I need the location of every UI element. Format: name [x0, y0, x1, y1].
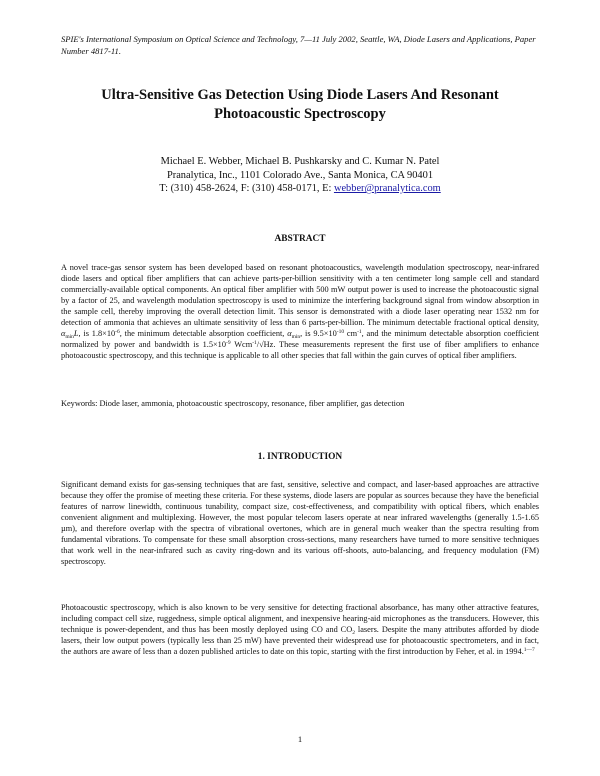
symbol-length: L: [73, 329, 79, 339]
paragraph-text: Photoacoustic spectroscopy, which is also known to be very sensitive for detecting fractional absorbance, has many other attractive features, including compact cell size, ruggedness, simple optical alignment, and inexpensive hearing-aid microphones as the transducers. However, this technique is power-dependent, and thus has been mostly deployed using CO and CO: [61, 603, 539, 635]
abstract-text: cm: [344, 329, 358, 339]
introduction-paragraph-2: [61, 602, 539, 657]
email-link[interactable]: webber@pranalytica.com: [333, 183, 441, 194]
contact-phone-fax: T: (310) 458-2624, F: (310) 458-0171, E:: [159, 183, 334, 194]
title-line-2: Photoacoustic Spectroscopy: [214, 106, 386, 122]
symbol-alpha: α: [287, 329, 292, 339]
exponent: -9: [225, 340, 231, 347]
abstract-heading: ABSTRACT: [274, 234, 326, 244]
exponent: -6: [115, 329, 120, 336]
symbol-alpha: α: [61, 329, 66, 339]
abstract-text: , the minimum detectable absorption coefficient,: [119, 329, 288, 339]
affiliation: Pranalytica, Inc., 1101 Colorado Ave., Santa Monica, CA 90401: [166, 169, 434, 181]
introduction-heading: 1. INTRODUCTION: [257, 452, 343, 462]
subscript-min: min: [65, 334, 74, 341]
subscript-2: 2: [352, 630, 355, 637]
paper-title: [60, 86, 540, 124]
author-names: Michael E. Webber, Michael B. Pushkarsky and C. Kumar N. Patel: [160, 156, 440, 167]
exponent: -1: [252, 340, 257, 347]
exponent: -1: [357, 329, 362, 336]
title-line-1: Ultra-Sensitive Gas Detection Using Diode Lasers And Resonant: [101, 87, 499, 103]
page-number: 1: [297, 734, 303, 744]
abstract-text: Wcm: [230, 340, 253, 350]
conference-header-note: SPIE's International Symposium on Optical Science and Technology, 7—11 July 2002, Seattle, WA, Diode Lasers and Applications, Paper Number 4817-11.: [61, 34, 536, 56]
contact-line: [60, 182, 540, 196]
abstract-text: , is 9.5×10: [300, 329, 337, 339]
abstract-text: A novel trace-gas sensor system has been developed based on resonant photoacoustics, wavelength modulation spectroscopy, near-infrared diode lasers and optical fiber amplifiers that can achieve parts-per-billion sensitivity with a ten centimeter long sample cell and standard commercially-available optical components. An optical fiber amplifier with 500 mW output power is used to increase the photoacoustic signal by a factor of 25, and wavelength modulation spectroscopy is used to minimize the interfering background signal from window absorption in the sample cell, thereby improving the overall detection limit. This sensor is demonstrated with a diode laser operating near 1532 nm for detection of ammonia that achieves an ultimate sensitivity of less than 6 parts-per-billion. The minimum detectable fractional optical density,: [61, 263, 539, 328]
abstract-paragraph: [61, 262, 539, 361]
keywords: Keywords: Diode laser, ammonia, photoacoustic spectroscopy, resonance, fiber amplifier, gas detection: [61, 399, 405, 408]
abstract-text: /√Hz. These measurements represent the first use of fiber amplifiers to enhance photoacoustic spectroscopy, and this technique is applicable to all other species that fall within the gain curves of optical fiber amplifiers.: [61, 340, 539, 361]
author-block: [60, 155, 540, 196]
subscript-min: min: [291, 334, 301, 341]
reference-citation: 1—7: [523, 647, 535, 654]
exponent: -10: [336, 329, 345, 336]
paragraph-text: lasers. Despite the many attributes afforded by diode lasers, their low output powers (typically less than 25 mW) have prevented their widespread use for photoacoustic spectrometers, and in fact, the authors are aware of less than a dozen published articles to date on this topic, starting with the first introduction by Feher, et al. in 1994.: [61, 625, 539, 657]
abstract-text: , is 1.8×10: [78, 329, 116, 339]
abstract-text: , and the minimum detectable absorption coefficient normalized by power and bandwidth is 1.5×10: [61, 329, 540, 350]
introduction-paragraph-1: Significant demand exists for gas-sensing techniques that are fast, sensitive, selective and compact, and laser-based approaches are attractive because they offer the promise of meeting these criteria. For these systems, diode lasers are popular as sources because they have the beneficial features of narrow linewidth, continuous tunability, compact size, cost-effectiveness, and compatibility with optical fibers, which enables convenient alignment and multiplexing. However, the most popular telecom lasers operate at near infrared wavelengths (generally 1.5-1.65 µm), and therefore overlap with the spectra of vibrational overtones, which are in general much weaker than the spectra resulting from fundamental vibrations. To compensate for these small absorption cross-sections, many researchers have turned to more sensitive techniques that work well in the near-infrared such as cavity ring-down and its various off-shoots, auto-balancing, and frequency modulation (FM) spectroscopy.: [61, 480, 539, 567]
